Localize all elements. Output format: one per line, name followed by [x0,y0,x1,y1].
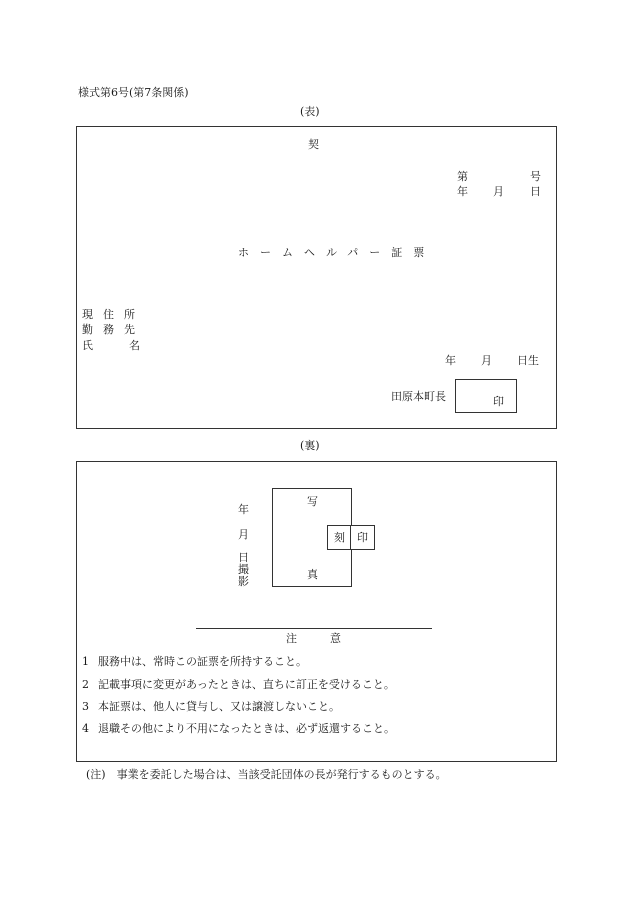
field-address-label: 現住所 [82,308,145,321]
birth-day: 日生 [517,354,539,367]
note-number: 2 [82,678,89,691]
note-text: 退職その他により不用になったときは、必ず返還すること。 [98,722,395,735]
photo-label-top: 写 [307,495,318,508]
note-text: 服務中は、常時この証票を所持すること。 [98,655,307,668]
field-name-label-first: 氏 [82,339,93,352]
note-number: 1 [82,655,89,668]
back-side-label: (裏) [300,439,320,452]
birth-year: 年 [445,354,456,367]
photo-taken-char-2: 影 [238,575,249,588]
engraved-seal-divider [350,525,351,550]
official-stamp-box [455,379,517,413]
official-stamp-label: 印 [493,395,504,408]
form-footnote: (注) 事業を委託した場合は、当該受託団体の長が発行するものとする。 [86,768,447,781]
card-title: ホームヘルパー証票 [238,246,436,259]
note-number: 3 [82,700,89,713]
note-item [82,701,340,712]
number-label-suffix: 号 [530,170,541,183]
note-text: 本証票は、他人に貸与し、又は譲渡しないこと。 [98,700,340,713]
issue-date-day: 日 [530,185,541,198]
notes-divider [196,628,432,629]
issuer-name: 田原本町長 [391,390,446,403]
form-header: 様式第6号(第7条関係) [78,86,189,99]
photo-label-bottom: 真 [307,568,318,581]
note-item [82,723,395,734]
note-number: 4 [82,722,89,735]
field-name-label-second: 名 [129,339,140,352]
note-item [82,656,307,667]
issue-date-month: 月 [493,185,504,198]
contract-mark: 契 [308,138,319,151]
photo-taken-char-1: 撮 [238,563,249,576]
issue-date-year: 年 [457,185,468,198]
note-item [82,679,395,690]
note-text: 記載事項に変更があったときは、直ちに訂正を受けること。 [98,678,395,691]
birth-month: 月 [481,354,492,367]
photo-date-day: 日 [238,551,249,564]
engraved-seal-label: 刻 [334,531,345,544]
field-workplace-label: 勤務先 [82,323,145,336]
engraved-seal-stamp: 印 [357,531,368,544]
photo-date-year: 年 [238,503,249,516]
number-label-prefix: 第 [457,170,468,183]
photo-date-month: 月 [238,528,249,541]
front-side-label: (表) [300,105,320,118]
notes-title: 注 意 [286,632,341,645]
